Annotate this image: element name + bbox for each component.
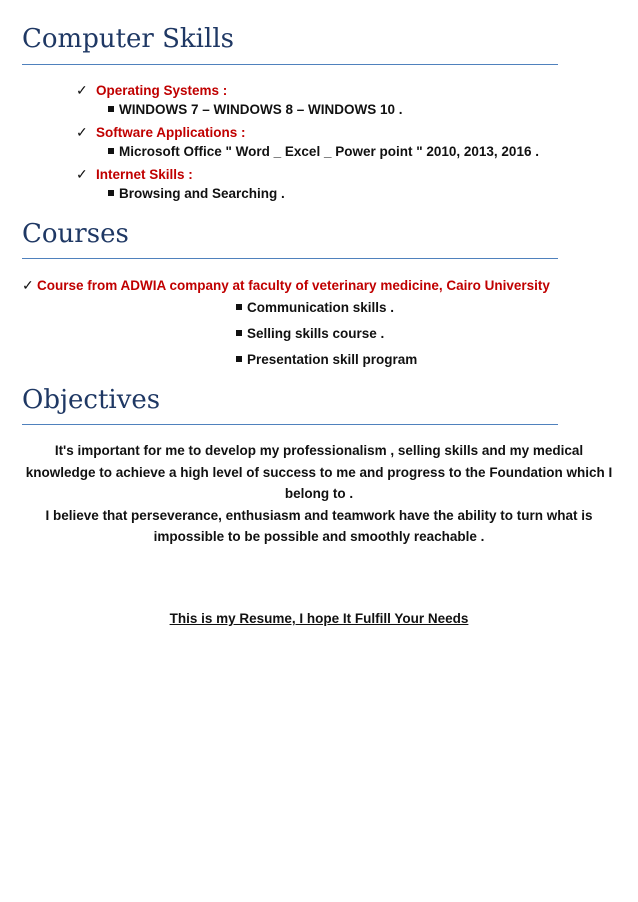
square-bullet-icon — [236, 356, 242, 362]
course-topic-text: Presentation skill program — [247, 352, 418, 367]
skill-detail-text: Microsoft Office " Word _ Excel _ Power point " 2010, 2013, 2016 . — [119, 144, 539, 159]
checkmark-icon: ✓ — [22, 277, 34, 293]
course-item — [22, 276, 550, 295]
course-topic-communication — [236, 299, 394, 317]
square-bullet-icon — [236, 330, 242, 336]
skill-detail-operating-systems — [108, 101, 403, 119]
course-topic-selling — [236, 325, 384, 343]
course-topic-presentation — [236, 351, 417, 369]
square-bullet-icon — [108, 190, 114, 196]
skill-item-internet-skills — [76, 165, 193, 184]
skill-detail-internet-skills — [108, 185, 285, 203]
objectives-rule — [22, 424, 558, 425]
skill-detail-text: Browsing and Searching . — [119, 186, 285, 201]
checkmark-icon: ✓ — [76, 166, 88, 182]
objectives-text — [24, 440, 614, 548]
square-bullet-icon — [236, 304, 242, 310]
objectives-paragraph-1: It's important for me to develop my professionalism , selling skills and my medical knowledge to achieve a high level of success to me and progress to the Foundation which I belong to . — [25, 443, 613, 501]
checkmark-icon: ✓ — [76, 82, 88, 98]
square-bullet-icon — [108, 148, 114, 154]
courses-heading: Courses — [22, 219, 129, 249]
closing-note: This is my Resume, I hope It Fulfill Your Needs — [169, 611, 469, 626]
objectives-paragraph-2: I believe that perseverance, enthusiasm and teamwork have the ability to turn what is impossible to be possible and smoothly reachable . — [45, 507, 593, 544]
course-topic-text: Communication skills . — [247, 300, 395, 315]
course-text: Course from ADWIA company at faculty of veterinary medicine, Cairo University — [37, 278, 550, 293]
skill-label: Operating Systems : — [96, 83, 228, 98]
computer-skills-rule — [22, 64, 558, 65]
course-topic-text: Selling skills course . — [247, 326, 385, 341]
skill-detail-software-applications — [108, 143, 539, 161]
courses-rule — [22, 258, 558, 259]
skill-detail-text: WINDOWS 7 – WINDOWS 8 – WINDOWS 10 . — [119, 102, 403, 117]
skill-label: Software Applications : — [96, 125, 246, 140]
checkmark-icon: ✓ — [76, 124, 88, 140]
computer-skills-heading: Computer Skills — [22, 24, 234, 54]
skill-label: Internet Skills : — [96, 167, 193, 182]
skill-item-software-applications — [76, 123, 246, 142]
objectives-heading: Objectives — [22, 385, 161, 415]
square-bullet-icon — [108, 106, 114, 112]
skill-item-operating-systems — [76, 81, 227, 100]
